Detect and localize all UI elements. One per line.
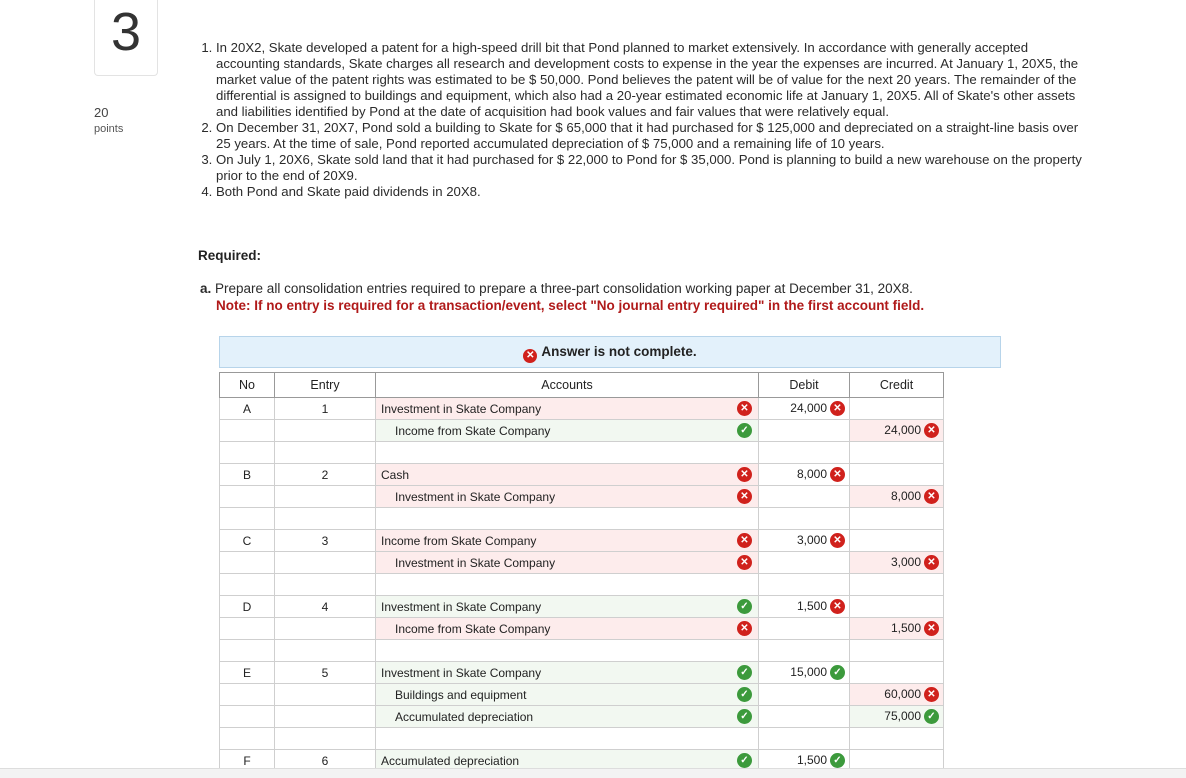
credit-value: 60,000: [884, 686, 921, 701]
empty-cell: [275, 640, 376, 662]
account-select[interactable]: [376, 552, 759, 574]
credit-input[interactable]: [850, 684, 944, 706]
empty-cell: [759, 728, 850, 750]
empty-cell: [220, 508, 275, 530]
debit-input[interactable]: [759, 398, 850, 420]
x-circle-icon: ✕: [523, 349, 537, 363]
credit-input[interactable]: [850, 706, 944, 728]
problem-statement: [200, 40, 1090, 200]
empty-cell: [850, 508, 944, 530]
account-name: Income from Skate Company: [395, 621, 551, 636]
x-circle-icon: ✕: [737, 401, 752, 416]
debit-input[interactable]: [759, 706, 850, 728]
part-a-instructions: [200, 280, 924, 314]
debit-value: 8,000: [796, 466, 827, 481]
empty-cell: [275, 728, 376, 750]
empty-cell: [759, 640, 850, 662]
entry-number: [275, 486, 376, 508]
debit-input[interactable]: [759, 486, 850, 508]
credit-input[interactable]: [850, 662, 944, 684]
header-accounts: Accounts: [376, 373, 759, 398]
spacer-row: [220, 574, 944, 596]
debit-input[interactable]: [759, 530, 850, 552]
account-name: Buildings and equipment: [395, 687, 527, 702]
entry-letter: [220, 552, 275, 574]
debit-input[interactable]: [759, 464, 850, 486]
credit-input[interactable]: [850, 464, 944, 486]
account-select[interactable]: [376, 464, 759, 486]
account-mark: [737, 665, 752, 680]
entry-letter: D: [220, 596, 275, 618]
debit-value: 1,500: [796, 598, 827, 613]
header-debit: Debit: [759, 373, 850, 398]
table-row: [220, 420, 944, 442]
empty-cell: [275, 442, 376, 464]
empty-cell: [220, 574, 275, 596]
entry-number: 5: [275, 662, 376, 684]
account-select[interactable]: [376, 530, 759, 552]
entry-letter: E: [220, 662, 275, 684]
check-circle-icon: ✓: [737, 687, 752, 702]
required-heading: Required:: [198, 248, 262, 263]
empty-cell: [275, 508, 376, 530]
part-a-note: Note: If no entry is required for a transaction/event, select "No journal entry required" in the first account field.: [216, 298, 925, 313]
x-circle-icon: ✕: [737, 489, 752, 504]
account-name: Investment in Skate Company: [395, 555, 556, 570]
account-name: Income from Skate Company: [381, 533, 537, 548]
account-name: Cash: [381, 467, 410, 482]
empty-cell: [220, 442, 275, 464]
check-circle-icon: ✓: [737, 709, 752, 724]
empty-cell: [850, 728, 944, 750]
x-circle-icon: ✕: [830, 599, 845, 614]
credit-input[interactable]: [850, 618, 944, 640]
check-circle-icon: ✓: [737, 665, 752, 680]
entry-letter: B: [220, 464, 275, 486]
empty-cell: [759, 442, 850, 464]
debit-value: 24,000: [790, 400, 827, 415]
check-circle-icon: ✓: [737, 423, 752, 438]
account-select[interactable]: [376, 420, 759, 442]
entry-letter: A: [220, 398, 275, 420]
credit-input[interactable]: [850, 552, 944, 574]
empty-cell: [275, 574, 376, 596]
account-mark: [737, 555, 752, 570]
account-name: Investment in Skate Company: [381, 401, 542, 416]
debit-value: 3,000: [796, 532, 827, 547]
journal-entry-table: [219, 372, 944, 772]
entry-letter: [220, 684, 275, 706]
empty-cell: [376, 574, 759, 596]
spacer-row: [220, 508, 944, 530]
header-no: No: [220, 373, 275, 398]
x-circle-icon: ✕: [924, 621, 939, 636]
account-mark: [737, 467, 752, 482]
table-row: [220, 486, 944, 508]
debit-input[interactable]: [759, 596, 850, 618]
empty-cell: [376, 442, 759, 464]
credit-value: 75,000: [884, 708, 921, 723]
table-row: [220, 596, 944, 618]
journal-entry-body: [220, 398, 944, 772]
entry-letter: [220, 420, 275, 442]
x-circle-icon: ✕: [737, 555, 752, 570]
problem-item-4: 4. Both Pond and Skate paid dividends in 20X8.: [216, 184, 1090, 200]
credit-value: 24,000: [884, 422, 921, 437]
table-row: [220, 706, 944, 728]
table-row: [220, 398, 944, 420]
account-name: Investment in Skate Company: [395, 489, 556, 504]
debit-input[interactable]: [759, 662, 850, 684]
x-circle-icon: ✕: [830, 467, 845, 482]
entry-number: 1: [275, 398, 376, 420]
account-mark: [737, 533, 752, 548]
account-name: Investment in Skate Company: [381, 665, 542, 680]
account-mark: [737, 709, 752, 724]
table-row: [220, 530, 944, 552]
account-select[interactable]: [376, 618, 759, 640]
part-a-body: Prepare all consolidation entries required to prepare a three-part consolidation working paper at December 31, 20X8.: [215, 281, 913, 296]
debit-input[interactable]: [759, 618, 850, 640]
spacer-row: [220, 728, 944, 750]
part-a-prefix: a.: [200, 281, 212, 296]
entry-number: 3: [275, 530, 376, 552]
problem-item-3: 3. On July 1, 20X6, Skate sold land that it had purchased for $ 22,000 to Pond for $ 35,000. Pond is planning to build a new warehouse on the property prior to the end of 20X9.: [216, 152, 1090, 184]
account-name: Accumulated depreciation: [381, 753, 520, 768]
empty-cell: [759, 574, 850, 596]
credit-input[interactable]: [850, 530, 944, 552]
question-number-box: [94, 0, 158, 76]
answer-status-text: Answer is not complete.: [541, 344, 697, 359]
account-select[interactable]: [376, 706, 759, 728]
account-mark: [737, 599, 752, 614]
credit-value: 8,000: [890, 488, 921, 503]
credit-value: 3,000: [890, 554, 921, 569]
entry-number: 6: [275, 750, 376, 772]
check-circle-icon: ✓: [924, 709, 939, 724]
x-circle-icon: ✕: [924, 687, 939, 702]
debit-input[interactable]: [759, 552, 850, 574]
account-name: Investment in Skate Company: [381, 599, 542, 614]
x-circle-icon: ✕: [737, 621, 752, 636]
account-name: Accumulated depreciation: [395, 709, 534, 724]
account-select[interactable]: [376, 486, 759, 508]
entry-number: [275, 420, 376, 442]
table-row: [220, 552, 944, 574]
x-circle-icon: ✕: [830, 533, 845, 548]
empty-cell: [220, 640, 275, 662]
entry-letter: [220, 486, 275, 508]
header-credit: Credit: [850, 373, 944, 398]
account-select[interactable]: [376, 398, 759, 420]
entry-number: 2: [275, 464, 376, 486]
table-row: [220, 618, 944, 640]
credit-value: 1,500: [890, 620, 921, 635]
account-mark: [737, 401, 752, 416]
account-select[interactable]: [376, 662, 759, 684]
account-name: Income from Skate Company: [395, 423, 551, 438]
account-mark: [737, 753, 752, 768]
account-select[interactable]: [376, 596, 759, 618]
table-header-row: [220, 373, 944, 398]
table-row: [220, 464, 944, 486]
x-circle-icon: ✕: [924, 555, 939, 570]
x-circle-icon: ✕: [924, 423, 939, 438]
credit-input[interactable]: [850, 420, 944, 442]
account-select[interactable]: [376, 684, 759, 706]
part-a-text: [200, 280, 924, 297]
credit-input[interactable]: [850, 486, 944, 508]
credit-input[interactable]: [850, 596, 944, 618]
check-circle-icon: ✓: [830, 753, 845, 768]
debit-value: 15,000: [790, 664, 827, 679]
entry-number: [275, 552, 376, 574]
empty-cell: [220, 728, 275, 750]
question-number: 3: [110, 2, 142, 62]
table-row: [220, 684, 944, 706]
points-label: points: [94, 123, 124, 135]
check-circle-icon: ✓: [737, 753, 752, 768]
entry-letter: C: [220, 530, 275, 552]
account-mark: [737, 423, 752, 438]
empty-cell: [759, 508, 850, 530]
x-circle-icon: ✕: [924, 489, 939, 504]
problem-item-1: 1. In 20X2, Skate developed a patent for a high-speed drill bit that Pond planned to market extensively. In accordance with generally accepted accounting standards, Skate charges all research and development costs to expense in the year the expenses are incurred. At January 1, 20X5, the market value of the patent rights was estimated to be $ 50,000. Pond believes the patent will be of value for the next 20 years. The remainder of the differential is assigned to buildings and equipment, which also had a 20-year estimated economic life at January 1, 20X5. All of Skate's other assets and liabilities identified by Pond at the date of acquisition had book values and fair values that were relatively equal.: [216, 40, 1090, 120]
empty-cell: [850, 574, 944, 596]
empty-cell: [850, 442, 944, 464]
spacer-row: [220, 640, 944, 662]
empty-cell: [376, 640, 759, 662]
empty-cell: [850, 640, 944, 662]
table-row: [220, 662, 944, 684]
header-entry: Entry: [275, 373, 376, 398]
check-circle-icon: ✓: [737, 599, 752, 614]
entry-number: 4: [275, 596, 376, 618]
x-circle-icon: ✕: [830, 401, 845, 416]
entry-number: [275, 618, 376, 640]
empty-cell: [376, 728, 759, 750]
entry-letter: [220, 618, 275, 640]
entry-letter: F: [220, 750, 275, 772]
account-mark: [737, 621, 752, 636]
answer-status-banner: [219, 336, 1001, 368]
problem-list: [200, 40, 1090, 200]
entry-letter: [220, 706, 275, 728]
debit-value: 1,500: [796, 752, 827, 767]
debit-input[interactable]: [759, 684, 850, 706]
account-mark: [737, 489, 752, 504]
spacer-row: [220, 442, 944, 464]
points-value: 20: [94, 105, 109, 120]
empty-cell: [376, 508, 759, 530]
x-circle-icon: ✕: [737, 467, 752, 482]
entry-number: [275, 706, 376, 728]
check-circle-icon: ✓: [830, 665, 845, 680]
entry-number: [275, 684, 376, 706]
debit-input[interactable]: [759, 420, 850, 442]
x-circle-icon: ✕: [737, 533, 752, 548]
credit-input[interactable]: [850, 398, 944, 420]
account-mark: [737, 687, 752, 702]
problem-item-2: 2. On December 31, 20X7, Pond sold a building to Skate for $ 65,000 that it had purchased for $ 125,000 and depreciated on a straight-line basis over 25 years. At the time of sale, Pond reported accumulated depreciation of $ 75,000 and a remaining life of 10 years.: [216, 120, 1090, 152]
